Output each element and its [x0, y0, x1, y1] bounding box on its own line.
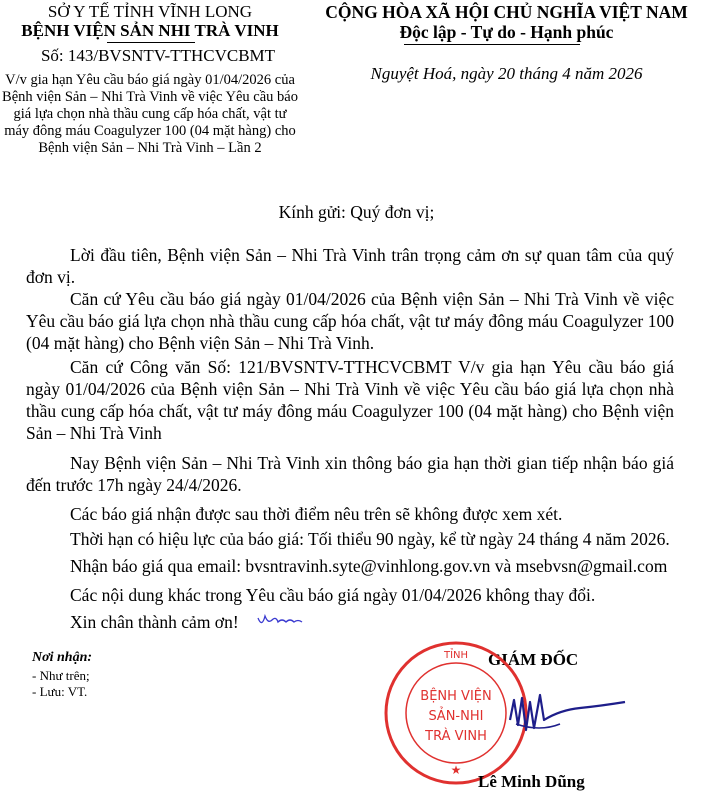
organization-name: BỆNH VIỆN SẢN NHI TRÀ VINH — [21, 21, 279, 40]
handwritten-signature — [500, 680, 630, 750]
paragraph: Nay Bệnh viện Sản – Nhi Trà Vinh xin thông báo gia hạn thời gian tiếp nhận báo giá đến trước 17h ngày 24/4/2026. — [26, 453, 674, 495]
header-right-divider — [404, 44, 580, 45]
svg-text:SẢN-NHI: SẢN-NHI — [428, 709, 484, 724]
agency-name: SỞ Y TẾ TỈNH VĨNH LONG — [47, 2, 253, 21]
signer-title: GIÁM ĐỐC — [488, 650, 579, 669]
recipient-item: - Như trên; — [32, 668, 90, 683]
closing-thanks: Xin chân thành cảm ơn! — [70, 612, 239, 632]
document-number: Số: 143/BVSNTV-TTHCVCBMT — [40, 46, 276, 65]
national-motto: Độc lập - Tự do - Hạnh phúc — [399, 22, 614, 42]
paragraph: Căn cứ Công văn Số: 121/BVSNTV-TTHCVCBMT V/v gia hạn Yêu cầu báo giá ngày 01/04/2026 của Bệnh viện Sản – Nhi Trà Vinh về việc Yêu cầu báo giá lựa chọn nhà thầu cung cấp hóa chất, vật tư máy đông máu Coagulyzer 100 (04 mặt hàng) cho Bệnh viện Sản – Nhi Trà Vinh — [26, 357, 674, 443]
paragraph: Các nội dung khác trong Yêu cầu báo giá ngày 01/04/2026 không thay đổi. — [70, 585, 596, 605]
place-date: Nguyệt Hoá, ngày 20 tháng 4 năm 2026 — [370, 64, 643, 83]
svg-text:TỈNH: TỈNH — [443, 650, 469, 661]
greeting: Kính gửi: Quý đơn vị; — [278, 202, 435, 222]
svg-text:★: ★ — [450, 763, 462, 777]
svg-text:TRÀ VINH: TRÀ VINH — [425, 729, 487, 744]
paragraph: Thời hạn có hiệu lực của báo giá: Tối thiểu 90 ngày, kể từ ngày 24 tháng 4 năm 2026. — [70, 529, 670, 549]
signer-name: Lê Minh Dũng — [478, 772, 585, 791]
paragraph: Các báo giá nhận được sau thời điểm nêu trên sẽ không được xem xét. — [70, 504, 563, 524]
paragraph: Căn cứ Yêu cầu báo giá ngày 01/04/2026 của Bệnh viện Sản – Nhi Trà Vinh về việc Yêu cầu báo giá lựa chọn nhà thầu cung cấp hóa chất, vật tư máy đông máu Coagulyzer 100 (04 mặt hàng) cho Bệnh viện Sản – Nhi Trà Vinh. — [26, 289, 674, 353]
paragraph: Lời đầu tiên, Bệnh viện Sản – Nhi Trà Vinh trân trọng cảm ơn sự quan tâm của quý đơn vị. — [26, 245, 674, 287]
country-name: CỘNG HÒA XÃ HỘI CHỦ NGHĨA VIỆT NAM — [325, 2, 688, 22]
recipients-title: Nơi nhận: — [32, 650, 93, 665]
svg-text:BỆNH VIỆN: BỆNH VIỆN — [420, 689, 492, 704]
recipient-item: - Lưu: VT. — [32, 684, 88, 699]
paragraph: Nhận báo giá qua email: bvsntravinh.syte@vinhlong.gov.vn và msebvsn@gmail.com — [70, 556, 668, 576]
document-subject: V/v gia hạn Yêu cầu báo giá ngày 01/04/2026 của Bệnh viện Sản – Nhi Trà Vinh về việc Yêu cầu báo giá lựa chọn nhà thầu cung cấp hóa chất, vật tư máy đông máu Coagulyzer 100 (04 mặt hàng) cho Bệnh viện Sản – Nhi Trà Vinh – Lần 2 — [2, 72, 298, 156]
initials-signature — [256, 610, 306, 632]
header-left-divider — [107, 42, 195, 43]
